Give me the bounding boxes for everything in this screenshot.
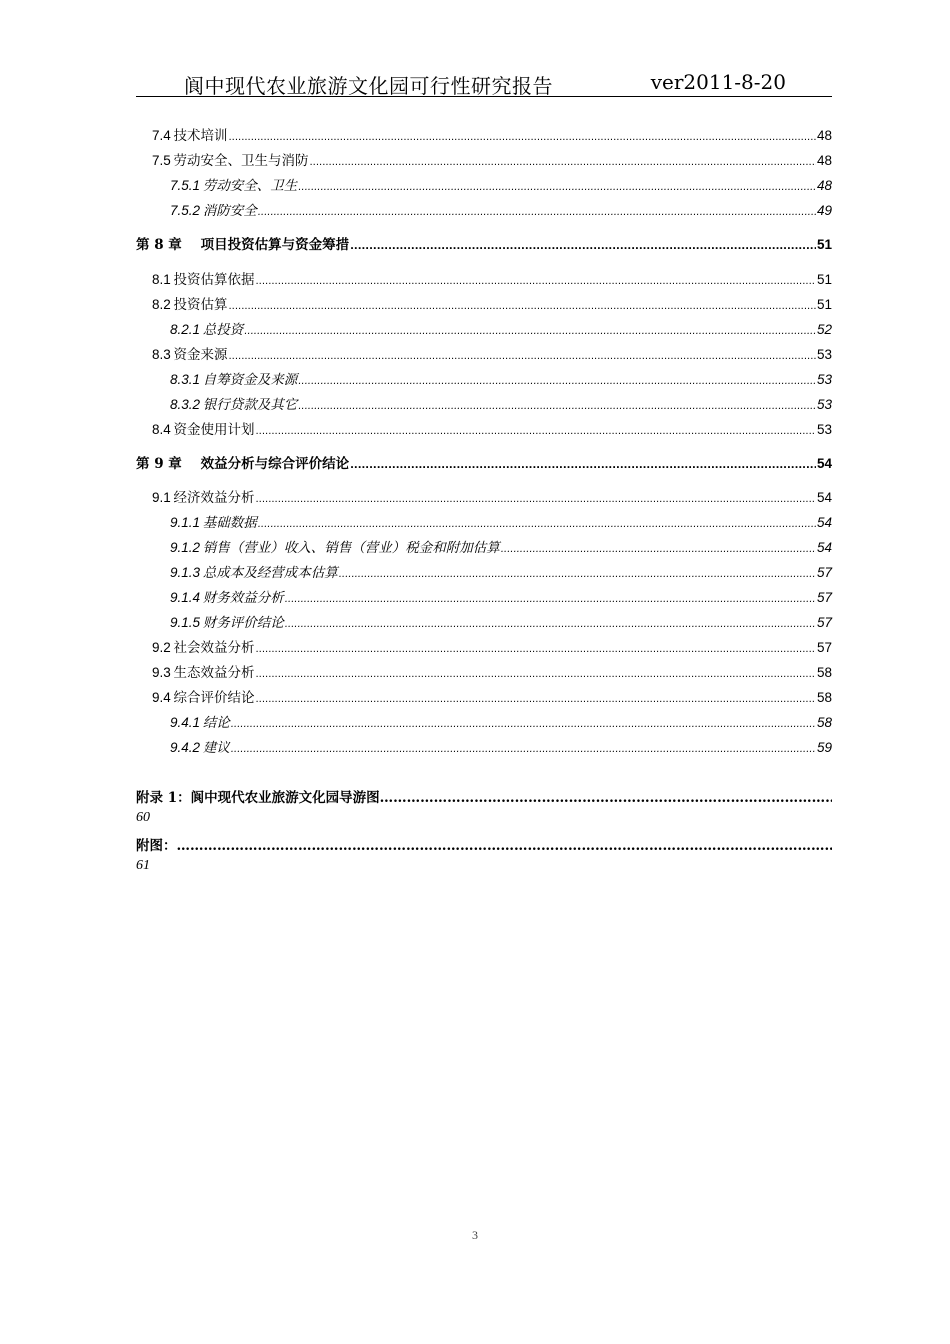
toc-entry-9-3[interactable]: 9.3 生态效益分析 ..... 58 [152, 663, 832, 683]
page-number: 3 [472, 1228, 478, 1242]
toc-entry-9-4-2[interactable]: 9.4.2 建议 ..... 59 [170, 738, 832, 758]
toc-chapter-9[interactable]: 第 9 章 效益分析与综合评价结论 ..... 54 [136, 454, 832, 474]
toc-entry-9-1[interactable]: 9.1 经济效益分析 ..... 54 [152, 488, 832, 508]
toc-entry-8-4[interactable]: 8.4 资金使用计划 ..... 53 [152, 420, 832, 440]
toc-entry-7-5-1[interactable]: 7.5.1 劳动安全、卫生 ..... 48 [170, 176, 832, 196]
toc-entry-8-1[interactable]: 8.1 投资估算依据 ..... 51 [152, 270, 832, 290]
toc-entry-9-2[interactable]: 9.2 社会效益分析 ..... 57 [152, 638, 832, 658]
toc-chapter-8[interactable]: 第 8 章 项目投资估算与资金筹措 ..... 51 [136, 235, 832, 255]
toc-entry-8-3[interactable]: 8.3 资金来源 ..... 53 [152, 345, 832, 365]
appendix-entry-2[interactable] [136, 836, 832, 876]
appendix-entry-1[interactable] [136, 788, 832, 828]
toc-entry-9-1-2[interactable]: 9.1.2 销售（营业）收入、销售（营业）税金和附加估算 ..... 54 [170, 538, 832, 558]
toc-entry-7-4[interactable]: 7.4 技术培训 ..... 48 [152, 126, 832, 146]
toc-entry-7-5[interactable]: 7.5 劳动安全、卫生与消防 ..... 48 [152, 151, 832, 171]
toc-entry-9-1-1[interactable]: 9.1.1 基础数据 ..... 54 [170, 513, 832, 533]
toc-entry-9-4[interactable]: 9.4 综合评价结论 ..... 58 [152, 688, 832, 708]
toc-entry-9-1-5[interactable]: 9.1.5 财务评价结论 ..... 57 [170, 613, 832, 633]
appendix-page: 61 [136, 858, 150, 873]
document-version: ver2011-8-20 [650, 70, 786, 94]
appendix-label: 附录 1：阆中现代农业旅游文化园导游图 [136, 790, 380, 806]
appendix-page: 60 [136, 810, 150, 825]
document-title: 阆中现代农业旅游文化园可行性研究报告 [184, 74, 553, 98]
appendix-label: 附图： [136, 838, 177, 854]
page-header [136, 66, 832, 97]
toc-entry-8-3-1[interactable]: 8.3.1 自筹资金及来源 ..... 53 [170, 370, 832, 390]
toc-entry-8-2-1[interactable]: 8.2.1 总投资 ..... 52 [170, 320, 832, 340]
toc-entry-9-4-1[interactable]: 9.4.1 结论 ..... 58 [170, 713, 832, 733]
toc-entry-7-5-2[interactable]: 7.5.2 消防安全 ..... 49 [170, 201, 832, 221]
toc-entry-8-3-2[interactable]: 8.3.2 银行贷款及其它 ..... 53 [170, 395, 832, 415]
toc-entry-8-2[interactable]: 8.2 投资估算 ..... 51 [152, 295, 832, 315]
toc-entry-9-1-4[interactable]: 9.1.4 财务效益分析 ..... 57 [170, 588, 832, 608]
toc-entry-9-1-3[interactable]: 9.1.3 总成本及经营成本估算 ..... 57 [170, 563, 832, 583]
